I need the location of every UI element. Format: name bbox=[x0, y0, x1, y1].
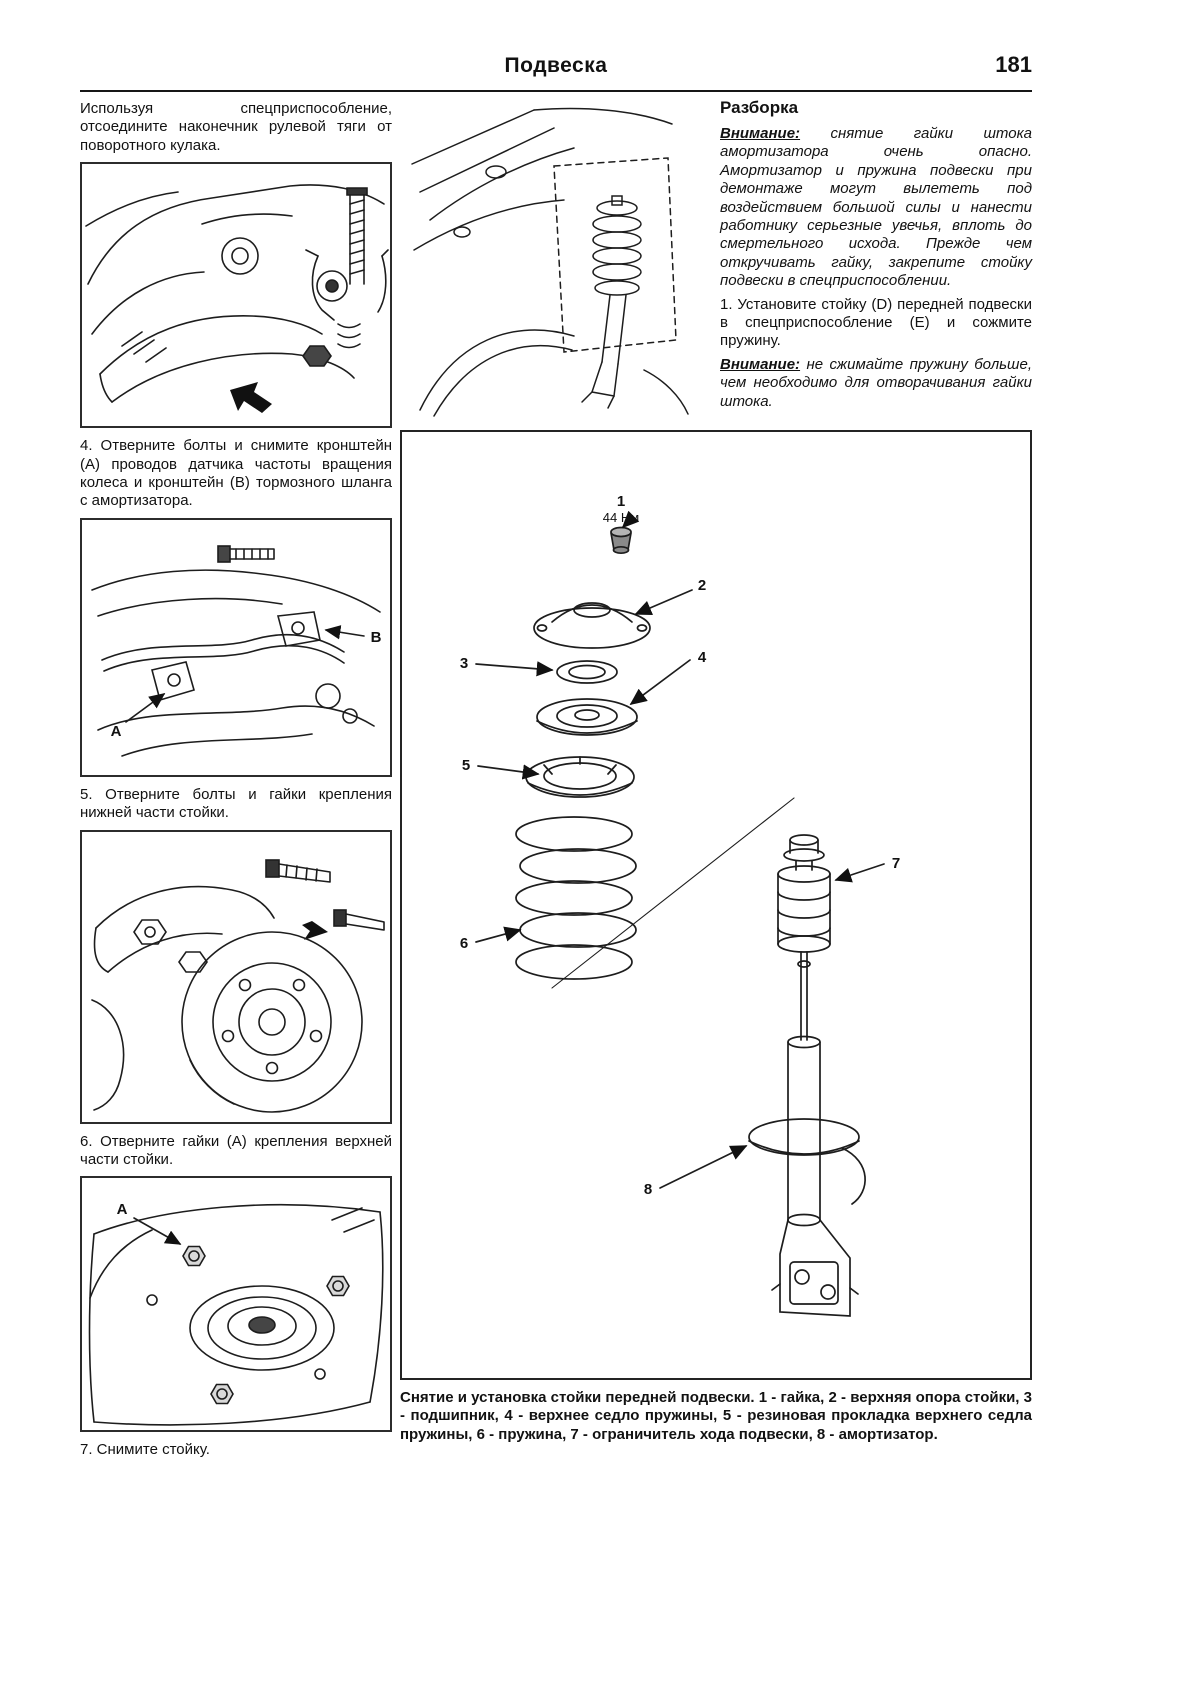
torque-label: 44 Нм bbox=[602, 510, 640, 525]
label-2: 2 bbox=[697, 577, 707, 594]
exploded-view-frame bbox=[400, 430, 1032, 1380]
step-4-paragraph: 4. Отверните болты и снимите кронштейн (A) проводов датчика частоты вращения колеса и кронштейн (B) тормозного шланга с амортизатора. bbox=[80, 437, 392, 510]
label-6: 6 bbox=[459, 935, 469, 952]
warning-2 bbox=[720, 356, 1032, 411]
direction-arrow bbox=[230, 382, 272, 413]
bolt-arrow bbox=[302, 921, 328, 940]
tie-rod-puller-illustration bbox=[82, 164, 390, 426]
step-1-paragraph: 1. Установите стойку (D) передней подвески в спецприспособление (E) и сожмите пружину. bbox=[720, 295, 1032, 350]
page-title: Подвеска bbox=[504, 54, 608, 77]
strut-tower-illustration bbox=[82, 1178, 390, 1430]
label-1: 1 bbox=[616, 493, 626, 510]
step-6-paragraph: 6. Отверните гайки (A) крепления верхней части стойки. bbox=[80, 1132, 392, 1169]
label-3: 3 bbox=[459, 655, 469, 672]
page-number: 181 bbox=[995, 52, 1032, 77]
part-8-shock-absorber bbox=[749, 1037, 865, 1317]
brackets-illustration bbox=[82, 520, 390, 775]
part-7-bump-stop bbox=[778, 835, 830, 952]
part-2-upper-mount bbox=[534, 603, 650, 648]
callout-a: A bbox=[116, 1201, 128, 1219]
figure-brake-disc bbox=[80, 830, 392, 1124]
part-1-nut bbox=[611, 528, 631, 554]
part-3-bearing bbox=[557, 661, 617, 683]
label-5: 5 bbox=[461, 757, 471, 774]
step-7-paragraph: 7. Снимите стойку. bbox=[80, 1441, 210, 1459]
warning-1-label: Внимание: bbox=[720, 125, 801, 142]
exploded-view-diagram bbox=[402, 432, 1030, 1378]
header-divider bbox=[80, 90, 1032, 92]
left-column bbox=[80, 100, 392, 1467]
label-8: 8 bbox=[643, 1181, 653, 1198]
section-heading: Разборка bbox=[720, 98, 799, 117]
label-4: 4 bbox=[697, 649, 707, 666]
diagram-caption: Снятие и установка стойки передней подвески. 1 - гайка, 2 - верхняя опора стойки, 3 - подшипник, 4 - верхнее седло пружины, 5 - резиновая прокладка верхнего седла пружины, 6 - пружина, 7 - ограничитель хода подвески, 8 - амортизатор. bbox=[400, 1389, 1032, 1443]
part-6-coil-spring bbox=[516, 817, 636, 979]
right-column bbox=[720, 98, 1032, 416]
figure-strut-in-arch bbox=[404, 100, 706, 422]
strut-in-arch-illustration bbox=[404, 100, 706, 422]
part-5-rubber-pad bbox=[526, 757, 634, 797]
warning-2-text: не сжимайте пружину больше, чем необходимо для отворачивания гайки штока. bbox=[720, 355, 1033, 410]
figure-brackets-a-b bbox=[80, 518, 392, 777]
figure-strut-tower bbox=[80, 1176, 392, 1432]
callout-a: A bbox=[110, 722, 122, 740]
warning-1 bbox=[720, 125, 1032, 291]
piston-rod bbox=[801, 952, 807, 1040]
part-4-spring-seat bbox=[537, 699, 637, 735]
step-5-paragraph: 5. Отверните болты и гайки крепления нижней части стойки. bbox=[80, 785, 392, 822]
label-7: 7 bbox=[891, 855, 901, 872]
brake-disc-illustration bbox=[82, 832, 390, 1122]
callout-b: B bbox=[370, 628, 382, 646]
warning-1-text: снятие гайки штока амортизатора очень опасно. Амортизатор и пружина подвески при демонтаже могут вылететь под воздействием большой силы и нанести работнику серьезные увечья, вплоть до смертельного исхода. Прежде чем откручивать гайку, закрепите стойку подвески в спецприспособлении. bbox=[720, 125, 1032, 290]
warning-2-label: Внимание: bbox=[720, 355, 801, 373]
figure-tie-rod-puller bbox=[80, 162, 392, 428]
intro-paragraph: Используя спецприспособление, отсоедините наконечник рулевой тяги от поворотного кулака. bbox=[80, 100, 392, 154]
